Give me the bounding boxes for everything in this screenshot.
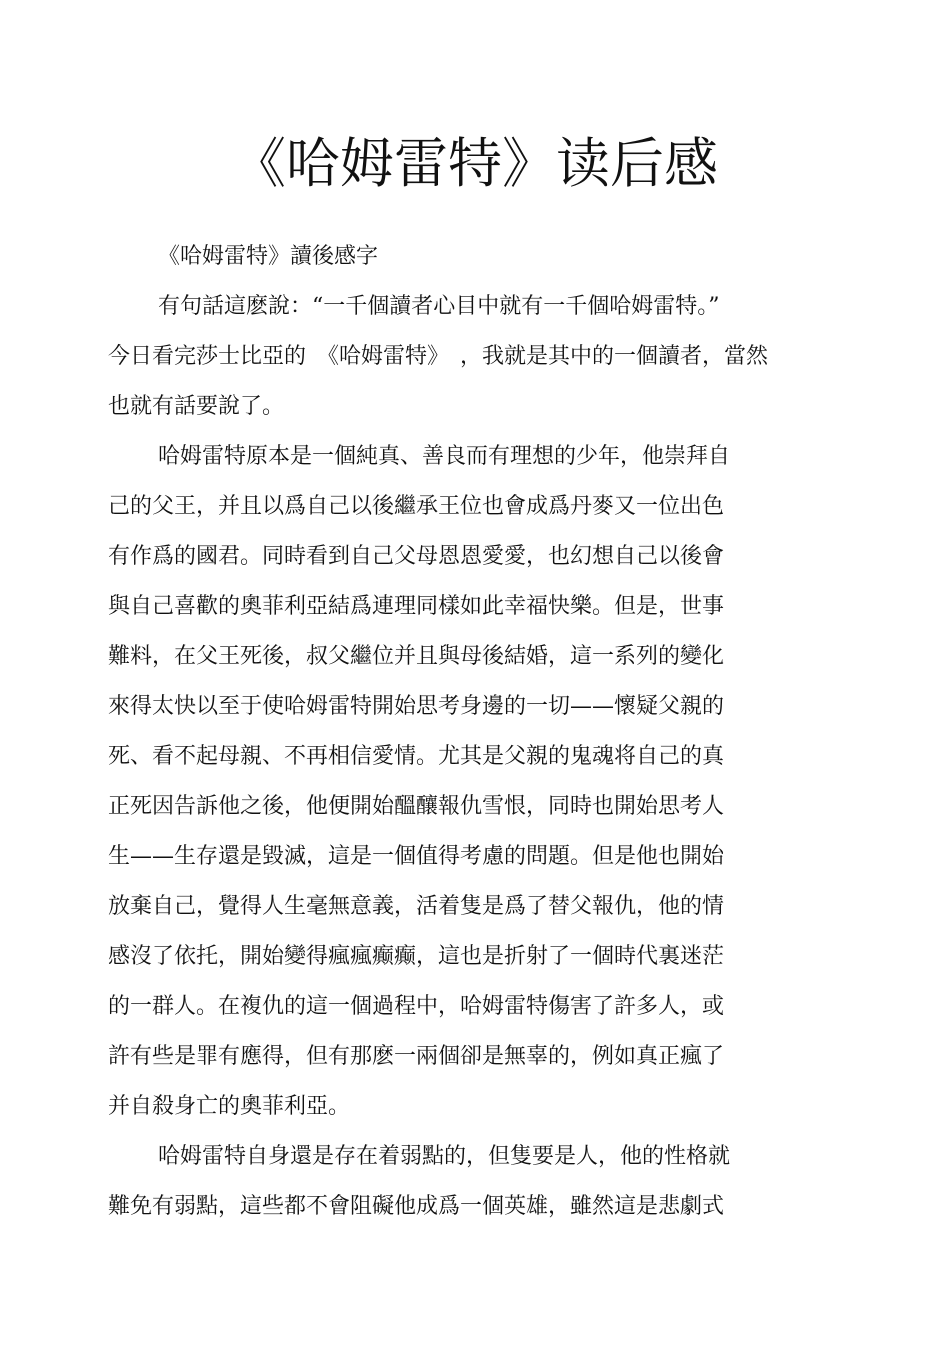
- text-line: 生——生存還是毀滅，這是一個值得考慮的問題。但是他也開始: [108, 844, 725, 869]
- text-line: 正死因告訴他之後，他便開始醞釀報仇雪恨，同時也開始思考人: [108, 794, 725, 819]
- text-line: 并自殺身亡的奧菲利亞。: [108, 1094, 351, 1119]
- text-line: 今日看完莎士比亞的 《哈姆雷特》 ，我就是其中的一個讀者，當然: [108, 344, 769, 369]
- text-line: 與自己喜歡的奧菲利亞結爲連理同樣如此幸福快樂。但是，世事: [108, 594, 725, 619]
- text-line: 哈姆雷特原本是一個純真、善良而有理想的少年，他崇拜自: [158, 444, 731, 469]
- document-title: 《哈姆雷特》读后感: [232, 132, 718, 195]
- text-line: 放棄自己，覺得人生毫無意義，活着隻是爲了替父報仇，他的情: [108, 894, 725, 919]
- text-line: 哈姆雷特自身還是存在着弱點的，但隻要是人，他的性格就: [158, 1144, 731, 1169]
- text-line: 己的父王，并且以爲自己以後繼承王位也會成爲丹麥又一位出色: [108, 494, 725, 519]
- text-line: 難料，在父王死後，叔父繼位并且與母後結婚，這一系列的變化: [108, 644, 725, 669]
- text-line: 許有些是罪有應得，但有那麽一兩個卻是無辜的，例如真正瘋了: [108, 1044, 725, 1069]
- text-line: 有句話這麽說：“一千個讀者心目中就有一千個哈姆雷特。”: [158, 294, 720, 319]
- text-line: 有作爲的國君。同時看到自己父母恩恩愛愛，也幻想自己以後會: [108, 544, 725, 569]
- text-line: 難免有弱點，這些都不會阻礙他成爲一個英雄，雖然這是悲劇式: [108, 1194, 725, 1219]
- document-body: [108, 240, 828, 1240]
- text-line: 也就有話要說了。: [108, 394, 285, 419]
- text-line: 的一群人。在複仇的這一個過程中，哈姆雷特傷害了許多人，或: [108, 994, 725, 1019]
- text-line: 死、看不起母親、不再相信愛情。尤其是父親的鬼魂将自己的真: [108, 744, 725, 769]
- text-line: 《哈姆雷特》讀後感字: [158, 244, 379, 269]
- text-line: 來得太快以至于使哈姆雷特開始思考身邊的一切——懷疑父親的: [108, 694, 725, 719]
- text-line: 感沒了依托，開始變得瘋瘋癫癫，這也是折射了一個時代裏迷茫: [108, 944, 725, 969]
